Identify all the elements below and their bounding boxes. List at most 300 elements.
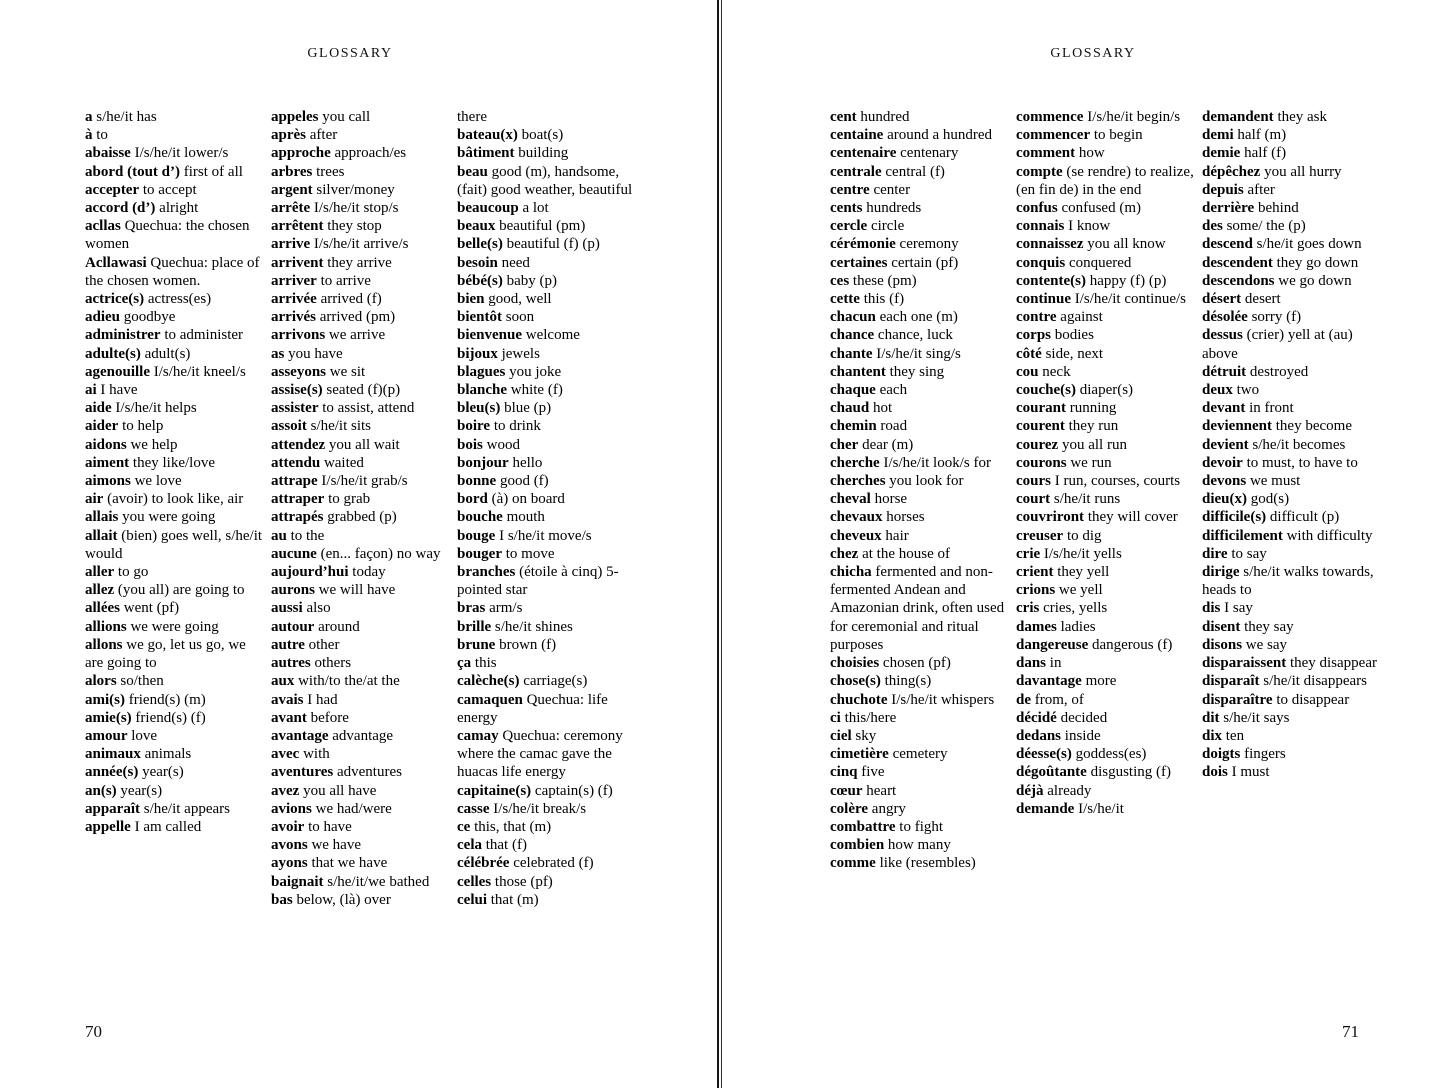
entry-term: demie <box>1202 145 1241 162</box>
glossary-entry: confus confused (m) <box>1016 200 1141 217</box>
entry-term: à <box>85 127 93 144</box>
glossary-entry: dames ladies <box>1016 618 1096 635</box>
entry-term: cela <box>457 837 482 854</box>
entry-term: cheveux <box>830 527 882 544</box>
entry-term: beau <box>457 163 488 180</box>
entry-term: arrive <box>271 236 311 253</box>
glossary-entry: ça this <box>457 655 497 672</box>
entry-term: arrêtent <box>271 218 324 235</box>
entry-term: confus <box>1016 200 1058 217</box>
glossary-entry: attrapés grabbed (p) <box>271 509 397 526</box>
entry-term: appelle <box>85 818 131 835</box>
glossary-entry: aiment they like/love <box>85 454 215 471</box>
glossary-entry: aurons we will have <box>271 582 396 599</box>
glossary-entry: cette this (f) <box>830 291 905 308</box>
entry-term: allions <box>85 618 127 635</box>
glossary-entry: ai I have <box>85 382 138 399</box>
entry-term: boire <box>457 418 491 435</box>
entry-term: besoin <box>457 254 498 271</box>
glossary-entry: court s/he/it runs <box>1016 491 1121 508</box>
entry-term: aventures <box>271 764 334 781</box>
glossary-entry: ce this, that (m) <box>457 818 552 835</box>
glossary-entry: attrape I/s/he/it grab/s <box>271 473 408 490</box>
glossary-entry: air (avoir) to look like, air <box>85 491 244 508</box>
glossary-entry: adulte(s) adult(s) <box>85 345 191 362</box>
entry-term: déjà <box>1016 782 1044 799</box>
glossary-entry: commence I/s/he/it begin/s <box>1016 109 1181 125</box>
glossary-entry: chaud hot <box>830 400 893 417</box>
glossary-entry: baignait s/he/it/we bathed <box>271 873 430 890</box>
entry-term: combien <box>830 837 885 854</box>
entry-term: cent <box>830 109 857 125</box>
entry-term: aller <box>85 564 115 581</box>
glossary-entry: cherche I/s/he/it look/s for <box>830 454 991 471</box>
running-head-glossary: GLOSSARY <box>307 46 393 61</box>
glossary-entry: bonne good (f) <box>457 473 549 490</box>
glossary-entry: centaine around a hundred <box>830 127 993 144</box>
glossary-entry: dire to say <box>1202 545 1267 562</box>
glossary-entry: doigts fingers <box>1202 746 1286 763</box>
entry-term: désert <box>1202 291 1242 308</box>
glossary-entry: abord (tout d’) first of all <box>85 163 243 180</box>
entry-term: centre <box>830 181 870 198</box>
entry-term: blanche <box>457 382 508 399</box>
glossary-entry: courent they run <box>1016 418 1119 435</box>
glossary-entry: disparaître to disappear <box>1202 691 1350 708</box>
entry-term: a <box>85 109 93 125</box>
entry-term: chose(s) <box>830 673 881 690</box>
entry-term: aurons <box>271 582 315 599</box>
glossary-entry: allions we were going <box>85 618 219 635</box>
entry-term: appeles <box>271 109 319 125</box>
entry-term: arrivons <box>271 327 326 344</box>
entry-term: chante <box>830 345 873 362</box>
entry-term: célébrée <box>457 855 510 872</box>
glossary-entry: chuchote I/s/he/it whispers <box>830 691 995 708</box>
entry-term: avoir <box>271 818 305 835</box>
glossary-entry: beaux beautiful (pm) <box>457 218 586 235</box>
entry-term: arrivés <box>271 309 316 326</box>
glossary-entry: davantage more <box>1016 673 1117 690</box>
glossary-entry: difficile(s) difficult (p) <box>1202 509 1340 526</box>
glossary-entry: calèche(s) carriage(s) <box>457 673 588 690</box>
entry-term: casse <box>457 800 490 817</box>
glossary-entry: demande I/s/he/it <box>1016 800 1124 817</box>
entry-term: alors <box>85 673 117 690</box>
entry-term: cimetière <box>830 746 889 763</box>
glossary-entry: aimons we love <box>85 473 182 490</box>
page-number-70: 70 <box>85 1022 102 1041</box>
entry-term: dis <box>1202 600 1221 617</box>
glossary-entry: bas below, (là) over <box>271 891 391 908</box>
glossary-entry: ces these (pm) <box>830 272 917 289</box>
entry-term: bonjour <box>457 454 509 471</box>
entry-term: dessus <box>1202 327 1243 344</box>
glossary-entry: couvriront they will cover <box>1016 509 1178 526</box>
glossary-entry: désert desert <box>1202 291 1281 308</box>
entry-term: beaucoup <box>457 200 519 217</box>
glossary-entry: désolée sorry (f) <box>1202 309 1302 326</box>
entry-term: abaisse <box>85 145 131 162</box>
entry-term: dedans <box>1016 727 1062 744</box>
entry-term: avec <box>271 746 300 763</box>
entry-term: avant <box>271 709 307 726</box>
entry-term: Acllawasi <box>85 254 147 271</box>
entry-term: commencer <box>1016 127 1091 144</box>
glossary-entry: actrice(s) actress(es) <box>85 291 212 308</box>
glossary-entry: choisies chosen (pf) <box>830 655 951 672</box>
entry-term: argent <box>271 181 313 198</box>
glossary-entry: arrêtent they stop <box>271 218 382 235</box>
glossary-column-2 <box>1016 108 1196 873</box>
entry-term: aucune <box>271 545 317 562</box>
glossary-entry: corps bodies <box>1016 327 1094 344</box>
glossary-entry: cérémonie ceremony <box>830 236 959 253</box>
entry-term: arbres <box>271 163 313 180</box>
glossary-entry: aide I/s/he/it helps <box>85 400 197 417</box>
entry-term: dépêchez <box>1202 163 1261 180</box>
glossary-entry: centre center <box>830 181 911 198</box>
glossary-entry: au to the <box>271 527 325 544</box>
glossary-entry: arriver to arrive <box>271 272 371 289</box>
glossary-entry: arrivée arrived (f) <box>271 291 382 308</box>
glossary-entry: avais I had <box>271 691 338 708</box>
entry-term: demande <box>1016 800 1075 817</box>
glossary-entry: bouge I s/he/it move/s <box>457 527 592 544</box>
glossary-entry: courons we run <box>1016 454 1112 471</box>
glossary-entry: attendez you all wait <box>271 436 400 453</box>
glossary-entry: ayons that we have <box>271 855 388 872</box>
entry-term: combattre <box>830 818 896 835</box>
glossary-entry: celui that (m) <box>457 891 539 908</box>
entry-term: arrête <box>271 200 311 217</box>
entry-term: belle(s) <box>457 236 503 253</box>
glossary-entry: avons we have <box>271 837 361 854</box>
entry-term: demandent <box>1202 109 1274 125</box>
entry-term: brille <box>457 618 492 635</box>
entry-term: dames <box>1016 618 1057 635</box>
glossary-entry: cinq five <box>830 764 885 781</box>
entry-term: approche <box>271 145 331 162</box>
entry-term: devient <box>1202 436 1249 453</box>
glossary-entry: commencer to begin <box>1016 127 1143 144</box>
glossary-entry: aider to help <box>85 418 164 435</box>
glossary-entry: devoir to must, to have to <box>1202 454 1358 471</box>
entry-term: attraper <box>271 491 325 508</box>
entry-term: corps <box>1016 327 1051 344</box>
glossary-entry: devant in front <box>1202 400 1294 417</box>
entry-term: crie <box>1016 545 1041 562</box>
glossary-entry: connais I know <box>1016 218 1111 235</box>
book-gutter-divider <box>717 0 722 1088</box>
entry-term: centaine <box>830 127 884 144</box>
glossary-entry: avez you all have <box>271 782 377 799</box>
entry-term: cherche <box>830 454 880 471</box>
glossary-entry: aller to go <box>85 564 149 581</box>
glossary-entry: avoir to have <box>271 818 352 835</box>
entry-term: beaux <box>457 218 496 235</box>
entry-term: courent <box>1016 418 1065 435</box>
entry-term: attrapés <box>271 509 324 526</box>
glossary-entry: cœur heart <box>830 782 897 799</box>
glossary-entry: dirige s/he/it walks towards, heads to <box>1202 564 1374 599</box>
glossary-entry: boire to drink <box>457 418 541 435</box>
glossary-entry: arbres trees <box>271 163 345 180</box>
entry-term: disparaissent <box>1202 655 1287 672</box>
entry-term: chuchote <box>830 691 888 708</box>
entry-term: depuis <box>1202 181 1244 198</box>
entry-term: devoir <box>1202 454 1243 471</box>
entry-term: choisies <box>830 655 880 672</box>
entry-term: allons <box>85 636 123 653</box>
glossary-entry: combien how many <box>830 837 951 854</box>
glossary-entry: cercle circle <box>830 218 905 235</box>
entry-term: colère <box>830 800 869 817</box>
glossary-entry: contente(s) happy (f) (p) <box>1016 272 1167 289</box>
entry-term: courant <box>1016 400 1066 417</box>
entry-term: déesse(s) <box>1016 746 1072 763</box>
glossary-entry: autres others <box>271 655 352 672</box>
entry-term: comment <box>1016 145 1076 162</box>
glossary-entry: aucune (en... façon) no way <box>271 545 441 562</box>
entry-term: chevaux <box>830 509 883 526</box>
glossary-entry: crient they yell <box>1016 564 1110 581</box>
entry-term: ai <box>85 382 97 399</box>
entry-term: deviennent <box>1202 418 1273 435</box>
glossary-entry: crie I/s/he/it yells <box>1016 545 1122 562</box>
glossary-entry: adieu goodbye <box>85 309 176 326</box>
glossary-entry: bijoux jewels <box>457 345 540 362</box>
entry-term: derrière <box>1202 200 1255 217</box>
entry-term: demi <box>1202 127 1234 144</box>
glossary-entry: chevaux horses <box>830 509 925 526</box>
entry-term: aiment <box>85 454 130 471</box>
entry-term: connais <box>1016 218 1065 235</box>
glossary-entry: cents hundreds <box>830 200 922 217</box>
entry-term: cher <box>830 436 859 453</box>
glossary-entry: crions we yell <box>1016 582 1103 599</box>
entry-term: conquis <box>1016 254 1066 271</box>
entry-term: désolée <box>1202 309 1248 326</box>
entry-term: celui <box>457 891 487 908</box>
entry-term: bonne <box>457 473 497 490</box>
entry-term: avez <box>271 782 300 799</box>
entry-term: creuser <box>1016 527 1064 544</box>
glossary-entry: blagues you joke <box>457 363 562 380</box>
glossary-entry: casse I/s/he/it break/s <box>457 800 587 817</box>
glossary-entry: allais you were going <box>85 509 216 526</box>
entry-term: continue <box>1016 291 1072 308</box>
glossary-entry: disparaissent they disappear <box>1202 655 1377 672</box>
glossary-entry: cimetière cemetery <box>830 746 948 763</box>
glossary-entry: deux two <box>1202 382 1260 399</box>
entry-term: cris <box>1016 600 1040 617</box>
entry-term: des <box>1202 218 1223 235</box>
entry-term: de <box>1016 691 1031 708</box>
entry-term: adulte(s) <box>85 345 141 362</box>
glossary-column-3 <box>1202 108 1382 873</box>
entry-term: amie(s) <box>85 709 132 726</box>
glossary-entry: devons we must <box>1202 473 1301 490</box>
glossary-entry: alors so/then <box>85 673 164 690</box>
glossary-entry: dépêchez you all hurry <box>1202 163 1342 180</box>
entry-term: aimons <box>85 473 131 490</box>
entry-term: comme <box>830 855 876 872</box>
entry-term: avons <box>271 837 308 854</box>
entry-term: disons <box>1202 636 1243 653</box>
glossary-entry: à to <box>85 127 108 144</box>
entry-term: amour <box>85 727 128 744</box>
entry-term: chacun <box>830 309 876 326</box>
page-number-71: 71 <box>1342 1022 1359 1041</box>
entry-term: accepter <box>85 181 140 198</box>
glossary-entry: année(s) year(s) <box>85 764 184 781</box>
entry-term: bas <box>271 891 293 908</box>
entry-term: dois <box>1202 764 1228 781</box>
page-71 <box>724 0 1445 1088</box>
entry-term: descendent <box>1202 254 1273 271</box>
glossary-entry: approche approach/es <box>271 145 407 162</box>
glossary-entry: bonjour hello <box>457 454 543 471</box>
glossary-entry: bleu(s) blue (p) <box>457 400 552 417</box>
entry-term: connaissez <box>1016 236 1084 253</box>
entry-term: année(s) <box>85 764 139 781</box>
entry-term: contre <box>1016 309 1057 326</box>
entry-term: ami(s) <box>85 691 125 708</box>
entry-term: chance <box>830 327 875 344</box>
glossary-entry: dit s/he/it says <box>1202 709 1290 726</box>
entry-term: capitaine(s) <box>457 782 532 799</box>
glossary-entry: bateau(x) boat(s) <box>457 127 564 144</box>
glossary-entry: disons we say <box>1202 636 1288 653</box>
glossary-entry: bord (à) on board <box>457 491 565 508</box>
entry-term: bien <box>457 291 485 308</box>
glossary-entry: détruit destroyed <box>1202 363 1309 380</box>
glossary-columns <box>830 108 1382 873</box>
entry-term: deux <box>1202 382 1233 399</box>
entry-term: assister <box>271 400 319 417</box>
glossary-entry: as you have <box>271 345 343 362</box>
entry-term: blagues <box>457 363 506 380</box>
glossary-entry: bâtiment building <box>457 145 569 162</box>
entry-term: dégoûtante <box>1016 764 1087 781</box>
entry-term: commence <box>1016 109 1084 125</box>
glossary-entry: camay Quechua: ceremony where the camac gave the huacas life energy <box>457 727 623 781</box>
glossary-entry: dedans inside <box>1016 727 1101 744</box>
entry-term: dirige <box>1202 564 1240 581</box>
glossary-entry: bras arm/s <box>457 600 523 617</box>
entry-term: abord (tout d’) <box>85 163 181 180</box>
glossary-entry: côté side, next <box>1016 345 1104 362</box>
glossary-column-1 <box>830 108 1010 873</box>
glossary-entry: chose(s) thing(s) <box>830 673 932 690</box>
glossary-entry: aussi also <box>271 600 331 617</box>
glossary-entry: dessus (crier) yell at (au) above <box>1202 327 1353 362</box>
glossary-entry: descendons we go down <box>1202 272 1352 289</box>
glossary-entry: autre other <box>271 636 340 653</box>
entry-term: cheval <box>830 491 871 508</box>
entry-term: allez <box>85 582 115 599</box>
entry-term: dix <box>1202 727 1223 744</box>
entry-term: crient <box>1016 564 1054 581</box>
glossary-entry: autour around <box>271 618 360 635</box>
glossary-entry: besoin need <box>457 254 530 271</box>
glossary-entry: agenouille I/s/he/it kneel/s <box>85 363 246 380</box>
entry-term: bleu(s) <box>457 400 501 417</box>
glossary-column-1 <box>85 108 265 909</box>
glossary-entry: Acllawasi Quechua: place of the chosen women. <box>85 254 260 289</box>
entry-term: devant <box>1202 400 1246 417</box>
entry-term: bienvenue <box>457 327 523 344</box>
entry-term: aussi <box>271 600 303 617</box>
entry-term: actrice(s) <box>85 291 145 308</box>
entry-term: dieu(x) <box>1202 491 1247 508</box>
entry-term: aux <box>271 673 295 690</box>
glossary-entry: there <box>457 109 487 125</box>
glossary-entry: déesse(s) goddess(es) <box>1016 746 1147 763</box>
entry-term: baignait <box>271 873 324 890</box>
glossary-entry: disent they say <box>1202 618 1294 635</box>
entry-term: bouche <box>457 509 503 526</box>
glossary-entry: cours I run, courses, courts <box>1016 473 1181 490</box>
glossary-entry: avant before <box>271 709 349 726</box>
glossary-entry: aujourd’hui today <box>271 564 386 581</box>
entry-term: autres <box>271 655 311 672</box>
entry-term: avais <box>271 691 304 708</box>
glossary-entry: descendent they go down <box>1202 254 1359 271</box>
entry-term: davantage <box>1016 673 1082 690</box>
glossary-entry: beaucoup a lot <box>457 200 549 217</box>
entry-term: bientôt <box>457 309 502 326</box>
glossary-entry: bienvenue welcome <box>457 327 580 344</box>
glossary-entry: chez at the house of <box>830 545 950 562</box>
glossary-entry: arrête I/s/he/it stop/s <box>271 200 399 217</box>
glossary-entry: cou neck <box>1016 363 1071 380</box>
entry-term: devons <box>1202 473 1247 490</box>
entry-term: courons <box>1016 454 1067 471</box>
entry-term: couvriront <box>1016 509 1085 526</box>
entry-term: après <box>271 127 306 144</box>
glossary-entry: descend s/he/it goes down <box>1202 236 1362 253</box>
entry-term: dire <box>1202 545 1228 562</box>
glossary-entry: an(s) year(s) <box>85 782 163 799</box>
glossary-entry: attraper to grab <box>271 491 371 508</box>
glossary-entry: arrivons we arrive <box>271 327 386 344</box>
glossary-entry: comment how <box>1016 145 1105 162</box>
entry-term: assise(s) <box>271 382 323 399</box>
entry-term: cherches <box>830 473 886 490</box>
glossary-entry: demandent they ask <box>1202 109 1328 125</box>
glossary-entry: avions we had/were <box>271 800 392 817</box>
glossary-columns <box>85 108 637 909</box>
glossary-entry: chance chance, luck <box>830 327 953 344</box>
glossary-entry: creuser to dig <box>1016 527 1102 544</box>
entry-term: agenouille <box>85 363 151 380</box>
glossary-entry: aventures adventures <box>271 764 402 781</box>
entry-term: animaux <box>85 746 141 763</box>
entry-term: bras <box>457 600 486 617</box>
glossary-entry: comme like (resembles) <box>830 855 976 872</box>
glossary-entry: chante I/s/he/it sing/s <box>830 345 961 362</box>
entry-term: cents <box>830 200 863 217</box>
glossary-entry: assoit s/he/it sits <box>271 418 372 435</box>
glossary-entry: appeles you call <box>271 109 371 125</box>
entry-term: chantent <box>830 363 886 380</box>
glossary-entry: arrive I/s/he/it arrive/s <box>271 236 409 253</box>
glossary-entry: bois wood <box>457 436 520 453</box>
entry-term: arrivent <box>271 254 324 271</box>
entry-term: allées <box>85 600 120 617</box>
